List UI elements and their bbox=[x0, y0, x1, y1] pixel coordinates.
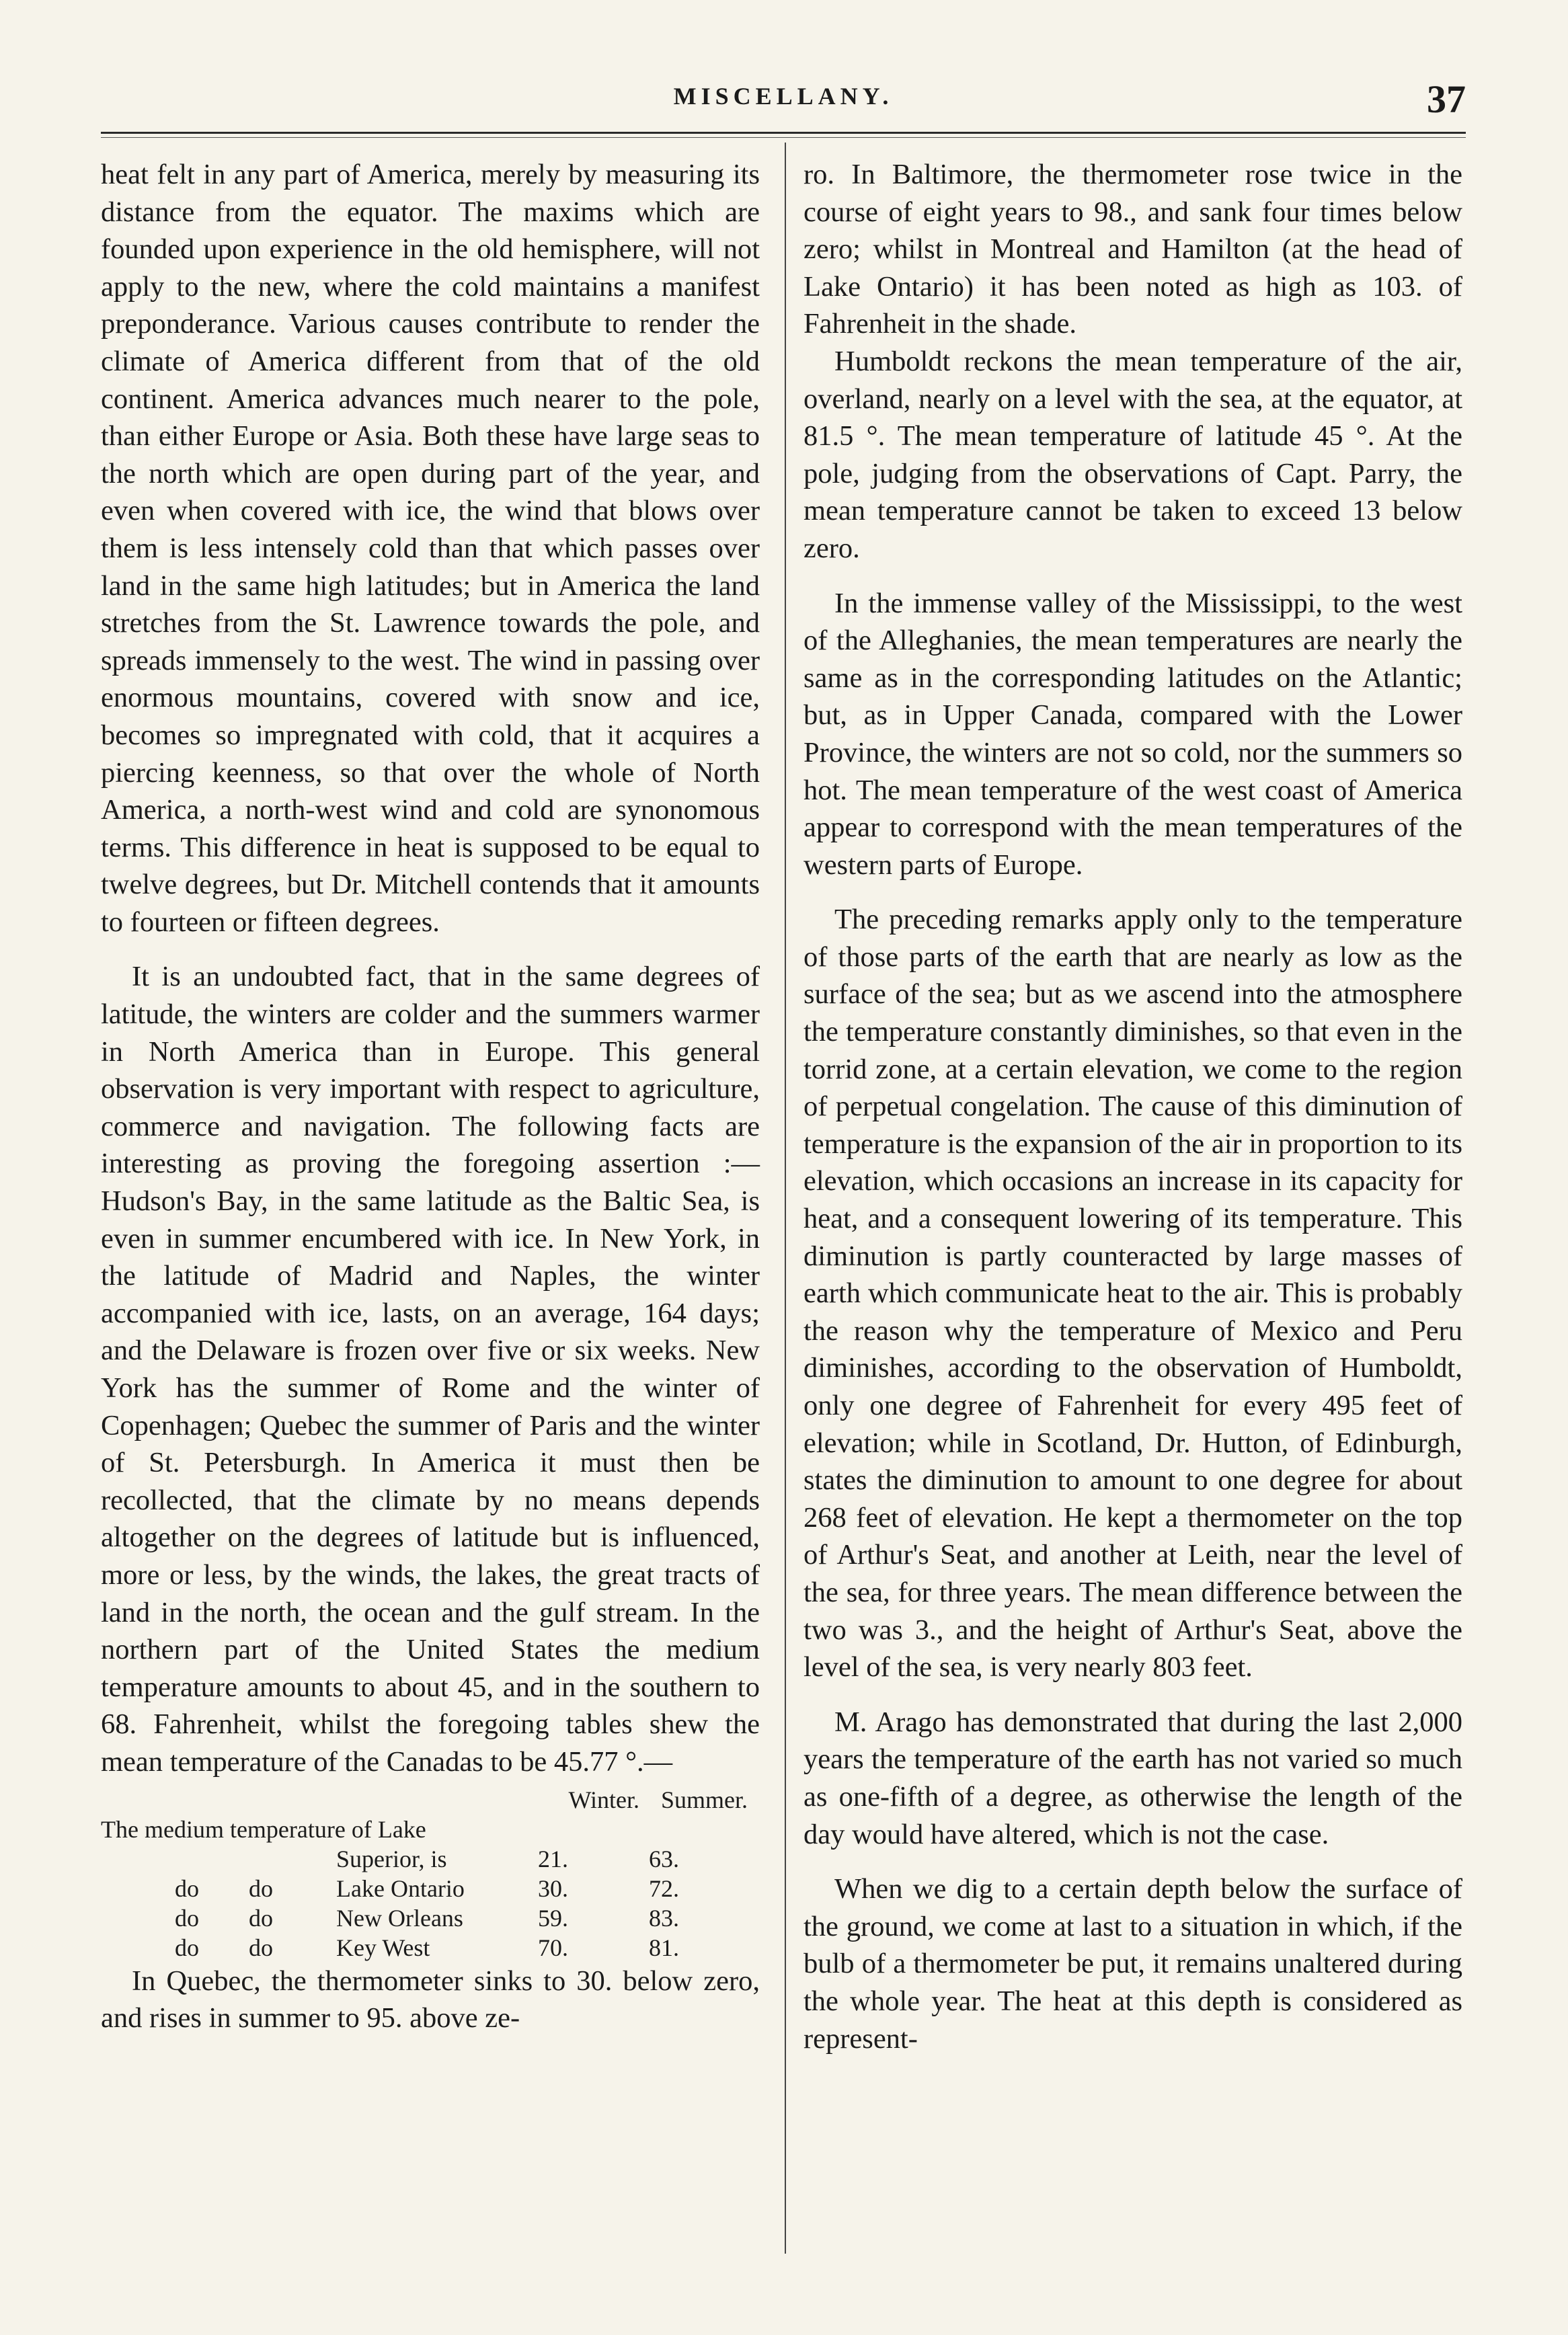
table-cell-summer: 81. bbox=[649, 1934, 679, 1961]
temperature-table bbox=[101, 1785, 760, 1963]
left-paragraph-2: It is an undoubted fact, that in the same degrees of latitude, the winters are colder and the summers warmer in North America than in Europe. This general observation is very important with respect to agriculture, commerce and navigation. The following facts are interesting as proving the foregoing assertion :—Hudson's Bay, in the same latitude as the Baltic Sea, is even in summer encumbered with ice. In New York, in the latitude of Madrid and Naples, the winter accompanied with ice, lasts, on an average, 164 days; and the Delaware is frozen over five or six weeks. New York has the summer of Rome and the winter of Copenhagen; Quebec the summer of Paris and the winter of St. Petersburgh. In America it must then be recollected, that the climate by no means depends altogether on the degrees of latitude but is influenced, more or less, by the winds, the lakes, the great tracts of land in the north, the ocean and the gulf stream. In the northern part of the United States the medium temperature amounts to about 45, and in the southern to 68. Fahrenheit, whilst the foregoing tables shew the mean temperature of the Canadas to be 45.77 °.— bbox=[101, 961, 760, 1778]
table-header-summer: Summer. bbox=[660, 1786, 748, 1813]
table-cell-b: do bbox=[249, 1874, 273, 1902]
table-header bbox=[101, 1785, 760, 1815]
right-paragraph-3: In the immense valley of the Mississippi, to the west of the Alleghanies, the mean temperatures are nearly the same as in the corresponding latitudes on the Atlantic; but, as in Upper Canada, compared with the Lower Province, the winters are not so cold, nor the summers so hot. The mean temperature of the west coast of America appear to correspond with the mean temperatures of the western parts of Europe. bbox=[803, 587, 1462, 881]
table-cell-a: do bbox=[175, 1874, 199, 1902]
header-rule-thin bbox=[101, 137, 1466, 138]
table-cell-summer: 63. bbox=[649, 1845, 679, 1872]
table-header-winter: Winter. bbox=[568, 1786, 639, 1813]
right-paragraph-6: When we dig to a certain depth below the surface of the ground, we come at last to a situation in which, if the bulb of a thermometer be put, it remains unaltered during the whole year. The heat at this depth is considered as represent- bbox=[803, 1873, 1462, 2055]
left-paragraph-3: In Quebec, the thermometer sinks to 30. below zero, and rises in summer to 95. above ze- bbox=[101, 1965, 760, 2034]
table-lead-line bbox=[101, 1815, 760, 1844]
table-cell-winter: 59. bbox=[538, 1904, 568, 1932]
table-cell-winter: 70. bbox=[538, 1934, 568, 1961]
right-paragraph-1: ro. In Baltimore, the thermometer rose twice in the course of eight years to 98., and sank four times below zero; whilst in Montreal and Hamilton (at the head of Lake Ontario) it has been noted as high as 103. of Fahrenheit in the shade. bbox=[803, 159, 1462, 340]
table-row bbox=[101, 1874, 760, 1903]
table-cell-b: do bbox=[249, 1934, 273, 1961]
left-column bbox=[101, 156, 760, 2037]
table-row bbox=[101, 1933, 760, 1963]
running-head bbox=[101, 77, 1466, 129]
table-cell-place: Superior, is bbox=[336, 1845, 447, 1872]
column-divider bbox=[785, 143, 786, 2254]
table-cell-winter: 30. bbox=[538, 1874, 568, 1902]
right-paragraph-5: M. Arago has demonstrated that during the last 2,000 years the temperature of the earth has not varied so much as one-fifth of a degree, as otherwise the length of the day would have altered, which is not the case. bbox=[803, 1706, 1462, 1850]
table-cell-place: Lake Ontario bbox=[336, 1874, 465, 1902]
right-paragraph-2: Humboldt reckons the mean temperature of the air, overland, nearly on a level with the sea, at the equator, at 81.5 °. The mean temperature of latitude 45 °. At the pole, judging from the observations of Capt. Parry, the mean temperature cannot be taken to exceed 13 below zero. bbox=[803, 345, 1462, 564]
table-row bbox=[101, 1844, 760, 1874]
table-cell-summer: 83. bbox=[649, 1904, 679, 1932]
right-column bbox=[803, 156, 1462, 2057]
table-cell-a: do bbox=[175, 1934, 199, 1961]
table-cell-summer: 72. bbox=[649, 1874, 679, 1902]
table-cell-b: do bbox=[249, 1904, 273, 1932]
table-cell-place: New Orleans bbox=[336, 1904, 463, 1932]
right-paragraph-4: The preceding remarks apply only to the temperature of those parts of the earth that are nearly as low as the surface of the sea; but as we ascend into the atmosphere the temperature constantly diminishes, so that even in the torrid zone, at a certain elevation, we come to the region of perpetual congelation. The cause of this diminution of temperature is the expansion of the air in proportion to its elevation, which occasions an increase in its capacity for heat, and a consequent lowering of its temperature. This diminution is partly counteracted by large masses of earth which communicate heat to the air. This is probably the reason why the temperature of Mexico and Peru diminishes, according to the observation of Humboldt, only one degree of Fahrenheit for every 495 feet of elevation; while in Scotland, Dr. Hutton, of Edinburgh, states the diminution to amount to one degree for about 268 feet of elevation. He kept a thermometer on the top of Arthur's Seat, and another at Leith, near the level of the sea, for three years. The mean difference between the two was 3., and the height of Arthur's Seat, above the level of the sea, is very nearly 803 feet. bbox=[803, 904, 1462, 1684]
table-row bbox=[101, 1903, 760, 1933]
running-head-title: MISCELLANY. bbox=[673, 83, 894, 110]
table-cell-place: Key West bbox=[336, 1934, 430, 1961]
table-cell-winter: 21. bbox=[538, 1845, 568, 1872]
page-number: 37 bbox=[1427, 77, 1466, 121]
header-rule bbox=[101, 132, 1466, 134]
table-cell-a: do bbox=[175, 1904, 199, 1932]
table-lead-text: The medium temperature of Lake bbox=[101, 1815, 426, 1843]
left-paragraph-1: heat felt in any part of America, merely by measuring its distance from the equator. The maxims which are founded upon experience in the old hemisphere, will not apply to the new, where the cold maintains a manifest preponderance. Various causes contribute to render the climate of America different from that of the old continent. America advances much nearer to the pole, than either Europe or Asia. Both these have large seas to the north which are open during part of the year, and even when covered with ice, the wind that blows over them is less intensely cold than that which passes over land in the same high latitudes; but in America the land stretches from the St. Lawrence towards the pole, and spreads immensely to the west. The wind in passing over enormous mountains, covered with snow and ice, becomes so impregnated with cold, that it acquires a piercing keenness, so that over the whole of North America, a north-west wind and cold are synonomous terms. This difference in heat is supposed to be equal to twelve degrees, but Dr. Mitchell contends that it amounts to fourteen or fifteen degrees. bbox=[101, 159, 760, 938]
